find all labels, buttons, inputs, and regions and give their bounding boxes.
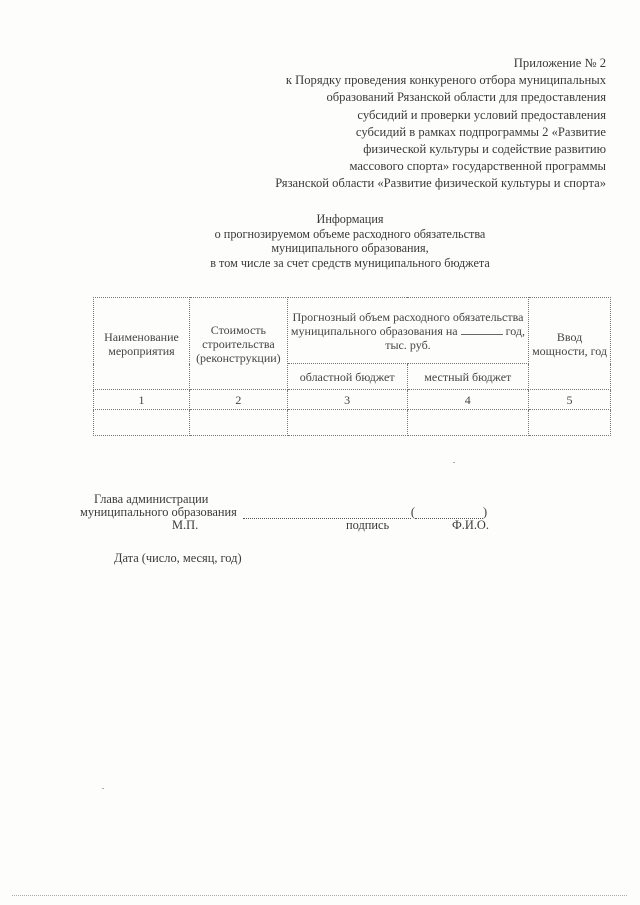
document-subtitle-line: муниципального образования, — [271, 241, 429, 256]
appendix-line: субсидий и проверки условий предоставления — [357, 107, 606, 122]
forecast-table — [93, 297, 611, 436]
table-cell — [94, 410, 190, 436]
document-title-block — [160, 212, 540, 270]
stamp-label: М.П. — [172, 518, 199, 532]
column-number: 1 — [94, 390, 190, 410]
document-title: Информация — [316, 212, 384, 226]
subheader-regional-budget: областной бюджет — [287, 364, 407, 390]
table-number-row — [94, 390, 611, 410]
table-cell — [189, 410, 287, 436]
signature-block — [80, 493, 540, 533]
appendix-line: субсидий в рамках подпрограммы 2 «Развитие — [355, 124, 606, 139]
appendix-line: массового спорта» государственной программы — [349, 159, 606, 174]
document-subtitle-line: о прогнозируемом объеме расходного обязательства — [214, 226, 486, 241]
appendix-header — [275, 55, 606, 193]
signature-caption-row — [80, 519, 540, 533]
paren-close: ) — [483, 505, 488, 519]
table-cell — [287, 410, 407, 436]
header-forecast-unit: год, тыс. руб. — [385, 323, 525, 352]
bottom-scan-edge — [12, 895, 627, 896]
appendix-line: физической культуры и содействие развитию — [363, 142, 606, 157]
table-row — [94, 410, 611, 436]
appendix-line: Приложение № 2 — [513, 56, 606, 70]
signature-position: Глава администрации — [94, 492, 209, 506]
appendix-line: Рязанской области «Развитие физической культуры и спорта» — [275, 176, 606, 191]
signature-organization: муниципального образования — [80, 505, 237, 519]
header-activity-name: Наименование мероприятия — [94, 298, 190, 390]
header-construction-cost: Стоимость строительства (реконструкции) — [189, 298, 287, 390]
column-number: 4 — [407, 390, 529, 410]
header-capacity-input: Ввод мощности, год — [529, 298, 611, 390]
scan-speck — [453, 462, 455, 463]
subheader-local-budget: местный бюджет — [407, 364, 529, 390]
appendix-line: к Порядку проведения конкуреного отбора муниципальных — [285, 73, 606, 88]
column-number: 3 — [287, 390, 407, 410]
signature-caption: подпись — [346, 518, 390, 532]
date-label: Дата (число, месяц, год) — [114, 551, 242, 565]
scan-speck — [102, 788, 104, 789]
table-cell — [407, 410, 529, 436]
column-number: 2 — [189, 390, 287, 410]
paren-open: ( — [410, 505, 416, 519]
fio-caption: Ф.И.О. — [452, 518, 489, 532]
header-forecast-volume — [287, 298, 528, 364]
year-blank-line — [461, 324, 503, 335]
appendix-line: образований Рязанской области для предоставления — [326, 90, 606, 105]
column-number: 5 — [529, 390, 611, 410]
document-subtitle-line: в том числе за счет средств муниципального бюджета — [210, 255, 490, 270]
header-forecast-text: Прогнозный объем расходного обязательства муниципального образования на — [290, 309, 524, 338]
table-cell — [529, 410, 611, 436]
table-header-row — [94, 298, 611, 364]
